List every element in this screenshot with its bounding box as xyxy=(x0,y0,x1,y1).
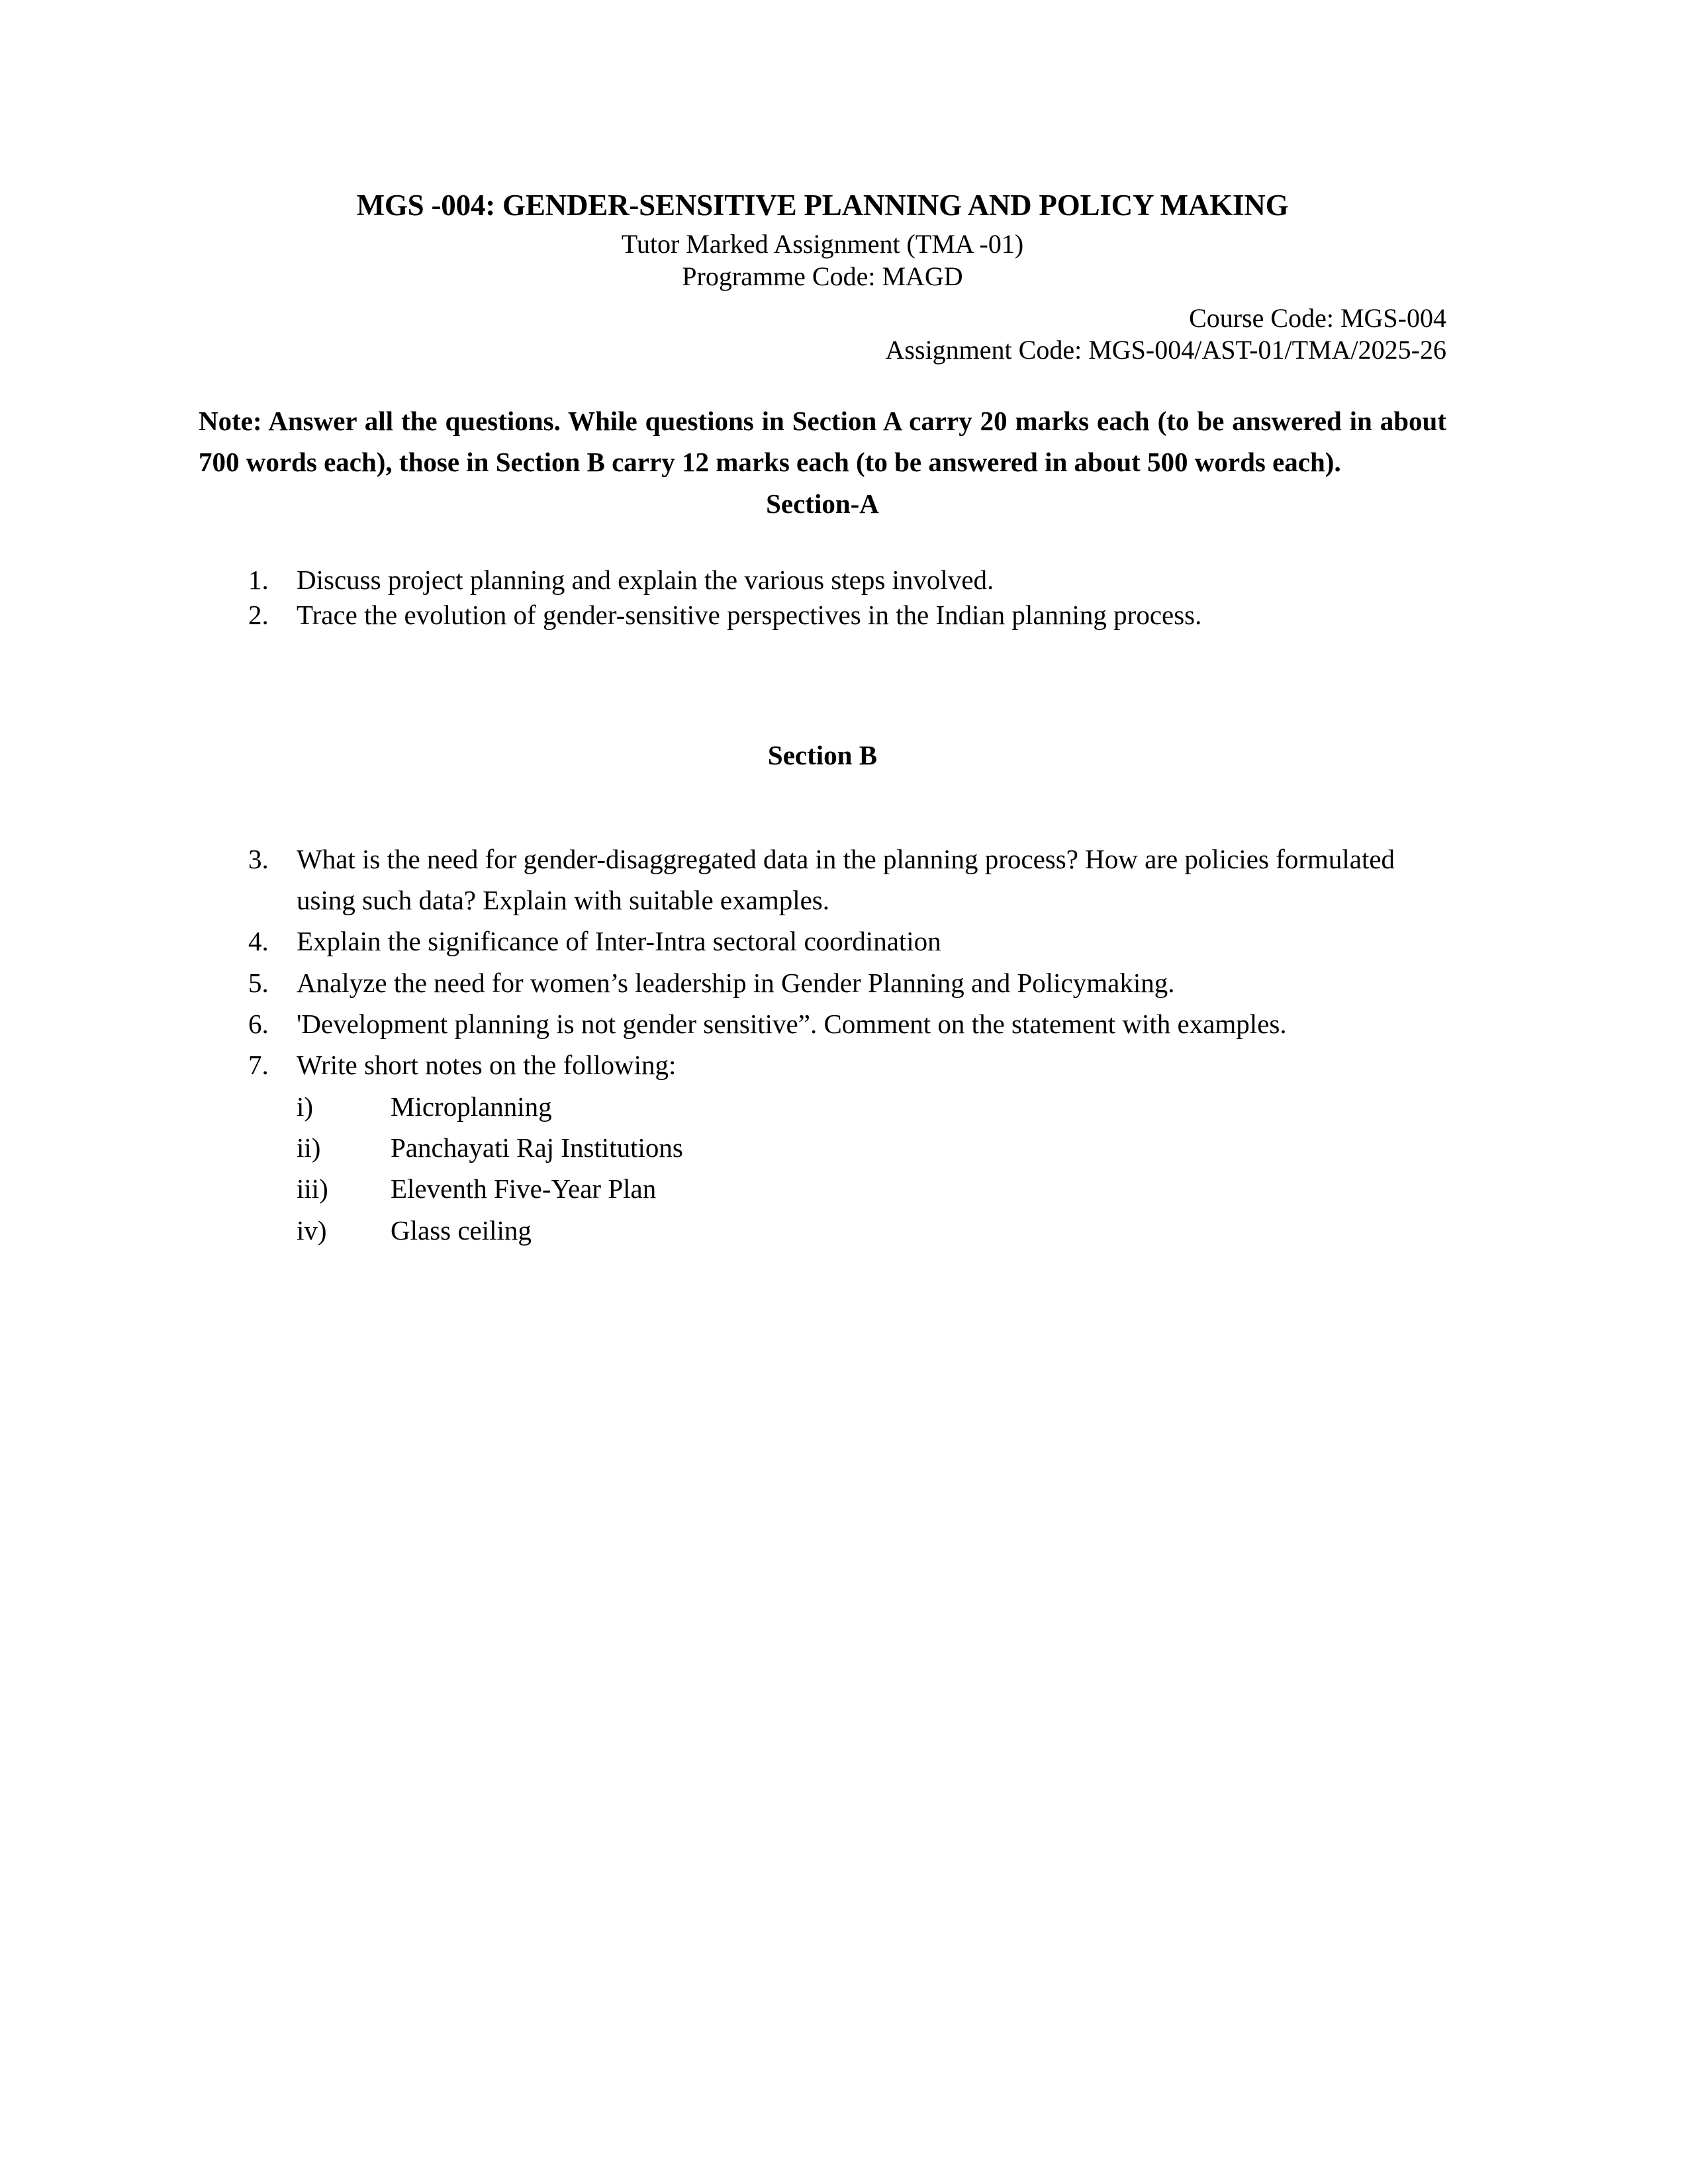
question-item xyxy=(199,962,1446,1003)
question-item xyxy=(199,598,1446,632)
question-number: 5. xyxy=(248,967,269,998)
short-note-text: Eleventh Five-Year Plan xyxy=(391,1173,657,1205)
section-a-question-list xyxy=(199,522,1446,632)
assignment-code-line: Assignment Code: MGS-004/AST-01/TMA/2025-26 xyxy=(885,335,1446,365)
question-number: 3. xyxy=(248,843,269,874)
section-b-heading: Section B xyxy=(767,740,878,771)
question-text: What is the need for gender-disaggregated data in the planning process? How are policies formulated using such data? Explain with suitable examples. xyxy=(297,843,1395,916)
question-text: 'Development planning is not gender sensitive”. Comment on the statement with examples. xyxy=(297,1008,1287,1039)
question-number: 6. xyxy=(248,1008,269,1039)
short-note-marker: i) xyxy=(297,1091,314,1122)
short-note-marker: ii) xyxy=(297,1132,321,1163)
short-note-item xyxy=(199,1168,1446,1209)
question-item xyxy=(199,563,1446,597)
question-text: Analyze the need for women’s leadership in Gender Planning and Policymaking. xyxy=(297,967,1175,998)
question-text: Discuss project planning and explain the various steps involved. xyxy=(297,565,994,596)
question-text: Write short notes on the following: xyxy=(297,1050,677,1081)
short-note-text: Panchayati Raj Institutions xyxy=(391,1132,683,1163)
question-item xyxy=(199,1044,1446,1085)
short-note-marker: iv) xyxy=(297,1214,327,1246)
assignment-type-line: Tutor Marked Assignment (TMA -01) xyxy=(621,229,1024,259)
question-item xyxy=(199,839,1446,921)
course-code-line: Course Code: MGS-004 xyxy=(1189,302,1446,333)
question-number: 4. xyxy=(248,926,269,957)
question-item xyxy=(199,1003,1446,1044)
short-note-item xyxy=(199,1086,1446,1127)
short-notes-list xyxy=(199,1086,1446,1251)
section-b-question-list xyxy=(199,774,1446,1086)
question-text: Explain the significance of Inter-Intra sectoral coordination xyxy=(297,926,941,957)
instructions-note: Note: Answer all the questions. While questions in Section A carry 20 marks each (to be answered in about 700 words each), those in Section B carry 12 marks each (to be answered in about 500 words each). xyxy=(199,406,1446,477)
question-number: 7. xyxy=(248,1050,269,1081)
question-number: 1. xyxy=(248,565,269,596)
question-text: Trace the evolution of gender-sensitive perspectives in the Indian planning process. xyxy=(297,599,1202,630)
programme-code-line: Programme Code: MAGD xyxy=(682,261,963,291)
short-note-text: Microplanning xyxy=(391,1091,552,1122)
short-note-marker: iii) xyxy=(297,1173,328,1205)
short-note-text: Glass ceiling xyxy=(391,1214,532,1246)
question-number: 2. xyxy=(248,599,269,630)
page-title: MGS -004: GENDER-SENSITIVE PLANNING AND POLICY MAKING xyxy=(356,189,1289,222)
short-note-item xyxy=(199,1210,1446,1251)
page-content xyxy=(199,0,1446,1251)
short-note-item xyxy=(199,1127,1446,1168)
question-item xyxy=(199,921,1446,962)
section-a-heading: Section-A xyxy=(766,488,879,520)
